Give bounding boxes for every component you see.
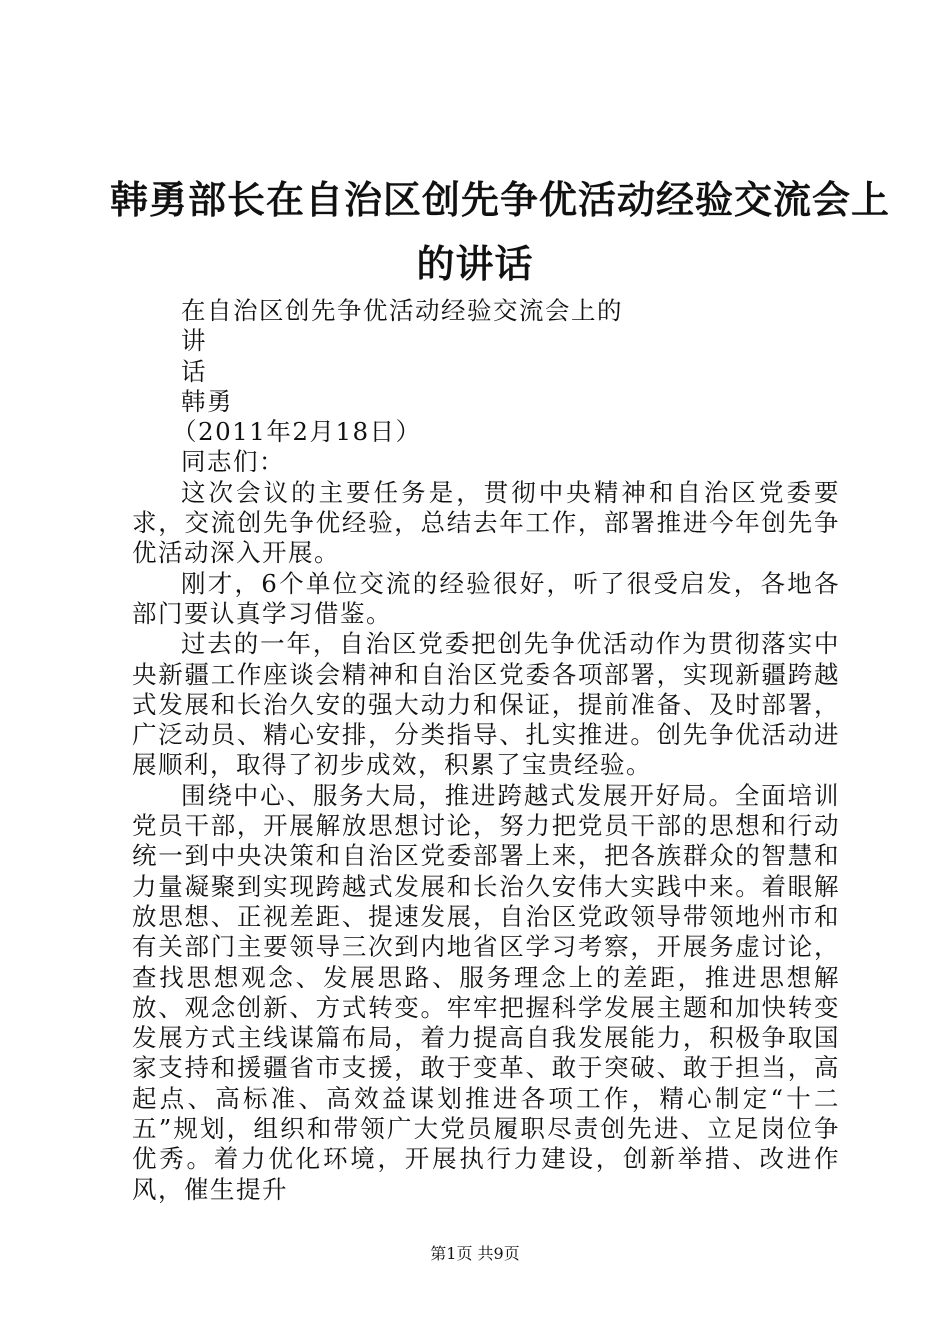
paragraph-1: 这次会议的主要任务是，贯彻中央精神和自治区党委要求，交流创先争优经验，总结去年工作，部署推进今年创先争优活动深入开展。 xyxy=(132,477,840,568)
title-line-2: 的讲话 xyxy=(416,241,534,286)
speech-date: （2011年2月18日） xyxy=(172,417,422,447)
paragraph-4: 围绕中心、服务大局，推进跨越式发展开好局。全面培训党员干部，开展解放思想讨论，努力把党员干部的思想和行动统一到中央决策和自治区党委部署上来，把各族群众的智慧和力量凝聚到实现跨越式发展和长治久安伟大实践中来。着眼解放思想、正视差距、提速发展，自治区党政领导带领地州市和有关部门主要领导三次到内地省区学习考察，开展务虚讨论，查找思想观念、发展思路、服务理念上的差距，推进思想解放、观念创新、方式转变。牢牢把握科学发展主题和加快转变发展方式主线谋篇布局，着力提高自我发展能力，积极争取国家支持和援疆省市支援，敢于变革、敢于突破、敢于担当，高起点、高标准、高效益谋划推进各项工作，精心制定“十二五”规划，组织和带领广大党员履职尽责创先进、立足岗位争优秀。着力优化环境，开展执行力建设，创新举措、改进作风，催生提升 xyxy=(132,780,840,1204)
speech-subtitle-char-2: 话 xyxy=(181,356,207,386)
paragraph-3: 过去的一年，自治区党委把创先争优活动作为贯彻落实中央新疆工作座谈会精神和自治区党委各项部署，实现新疆跨越式发展和长治久安的强大动力和保证，提前准备、及时部署，广泛动员、精心安排，分类指导、扎实推进。创先争优活动进展顺利，取得了初步成效，积累了宝贵经验。 xyxy=(132,629,840,780)
paragraph-2: 刚才，6个单位交流的经验很好，听了很受启发，各地各部门要认真学习借鉴。 xyxy=(132,568,840,628)
page-footer: 第1页 共9页 xyxy=(430,1244,520,1263)
speech-subtitle-char-1: 讲 xyxy=(181,326,207,356)
salutation: 同志们： xyxy=(181,447,285,477)
speaker-name: 韩勇 xyxy=(181,386,233,416)
document-body xyxy=(132,296,840,1205)
title-line-1: 韩勇部长在自治区创先争优活动经验交流会上 xyxy=(110,177,891,222)
speech-subtitle: 在自治区创先争优活动经验交流会上的 xyxy=(181,296,623,325)
document-title xyxy=(110,168,891,296)
